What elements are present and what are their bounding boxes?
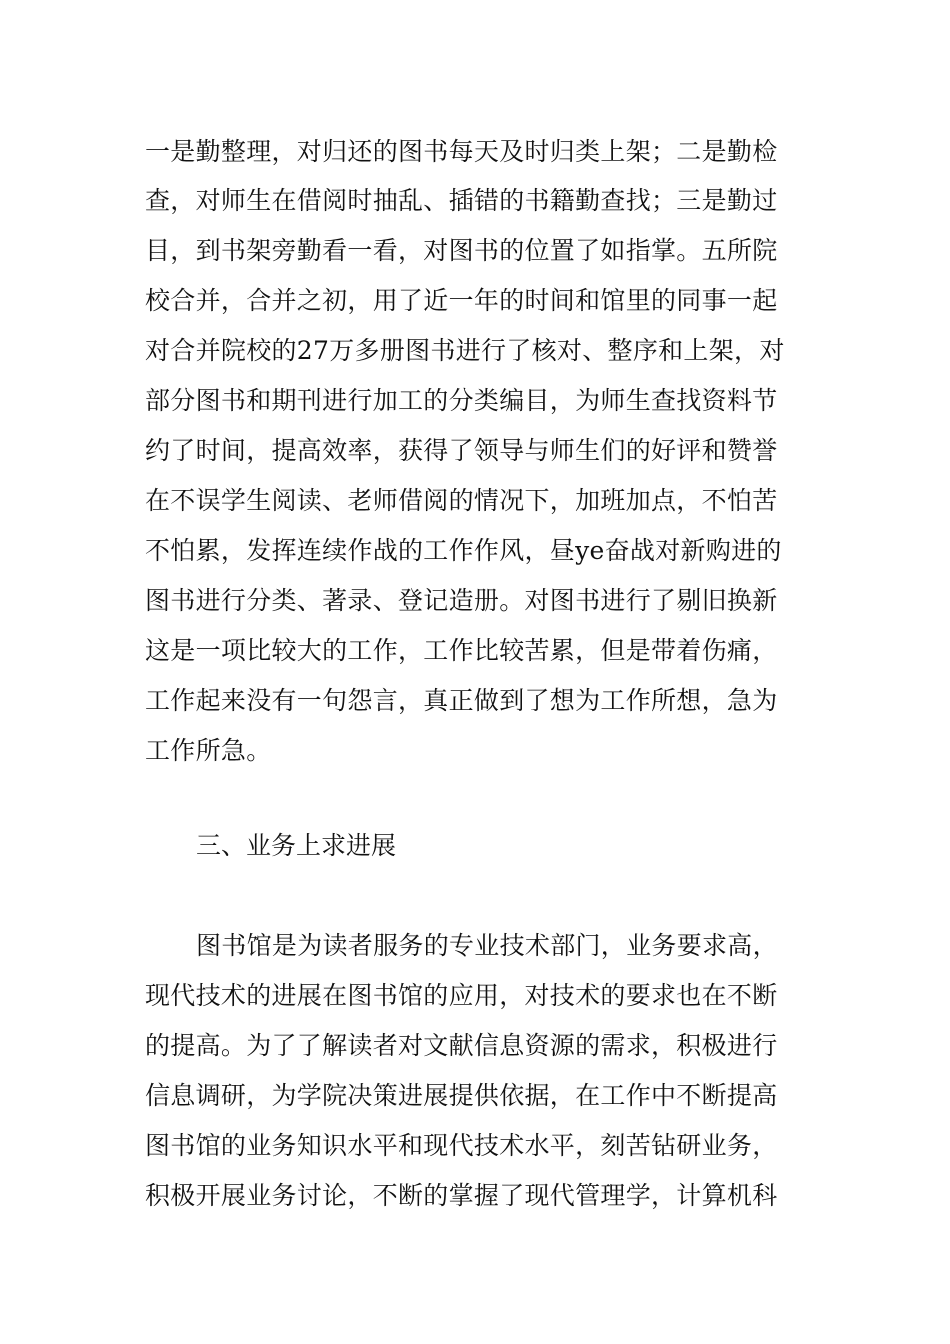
paragraph-line: 积极开展业务讨论，不断的掌握了现代管理学，计算机科 — [145, 1181, 778, 1210]
paragraph-line: 图书馆是为读者服务的专业技术部门，业务要求高， — [196, 931, 778, 960]
paragraph-line: 的提高。为了了解读者对文献信息资源的需求，积极进行 — [145, 1031, 778, 1060]
paragraph-line: 一是勤整理，对归还的图书每天及时归类上架；二是勤检 — [145, 137, 778, 166]
paragraph-line: 查，对师生在借阅时抽乱、插错的书籍勤查找；三是勤过 — [145, 186, 778, 215]
paragraph-line: 校合并，合并之初，用了近一年的时间和馆里的同事一起 — [145, 286, 778, 315]
paragraph-line: 图书馆的业务知识水平和现代技术水平，刻苦钻研业务， — [145, 1131, 778, 1160]
paragraph-line: 信息调研，为学院决策进展提供依据，在工作中不断提高 — [145, 1081, 778, 1110]
paragraph-line: 工作起来没有一句怨言，真正做到了想为工作所想，急为 — [145, 686, 778, 715]
section-heading: 三、业务上求进展 — [196, 831, 397, 860]
paragraph-line: 这是一项比较大的工作，工作比较苦累，但是带着伤痛， — [145, 636, 778, 665]
paragraph-line: 目，到书架旁勤看一看，对图书的位置了如指掌。五所院 — [145, 236, 778, 265]
paragraph-line: 在不误学生阅读、老师借阅的情况下，加班加点，不怕苦 — [145, 486, 778, 515]
paragraph-line: 不怕累，发挥连续作战的工作作风，昼ye奋战对新购进的 — [145, 536, 782, 565]
paragraph-line: 约了时间，提高效率，获得了领导与师生们的好评和赞誉 — [145, 436, 778, 465]
paragraph-line: 对合并院校的27万多册图书进行了核对、整序和上架，对 — [145, 336, 785, 365]
paragraph-line: 图书进行分类、著录、登记造册。对图书进行了剔旧换新 — [145, 586, 778, 615]
paragraph-line: 现代技术的进展在图书馆的应用，对技术的要求也在不断 — [145, 981, 778, 1010]
paragraph-line: 部分图书和期刊进行加工的分类编目，为师生查找资料节 — [145, 386, 778, 415]
paragraph-line: 工作所急。 — [145, 736, 272, 765]
